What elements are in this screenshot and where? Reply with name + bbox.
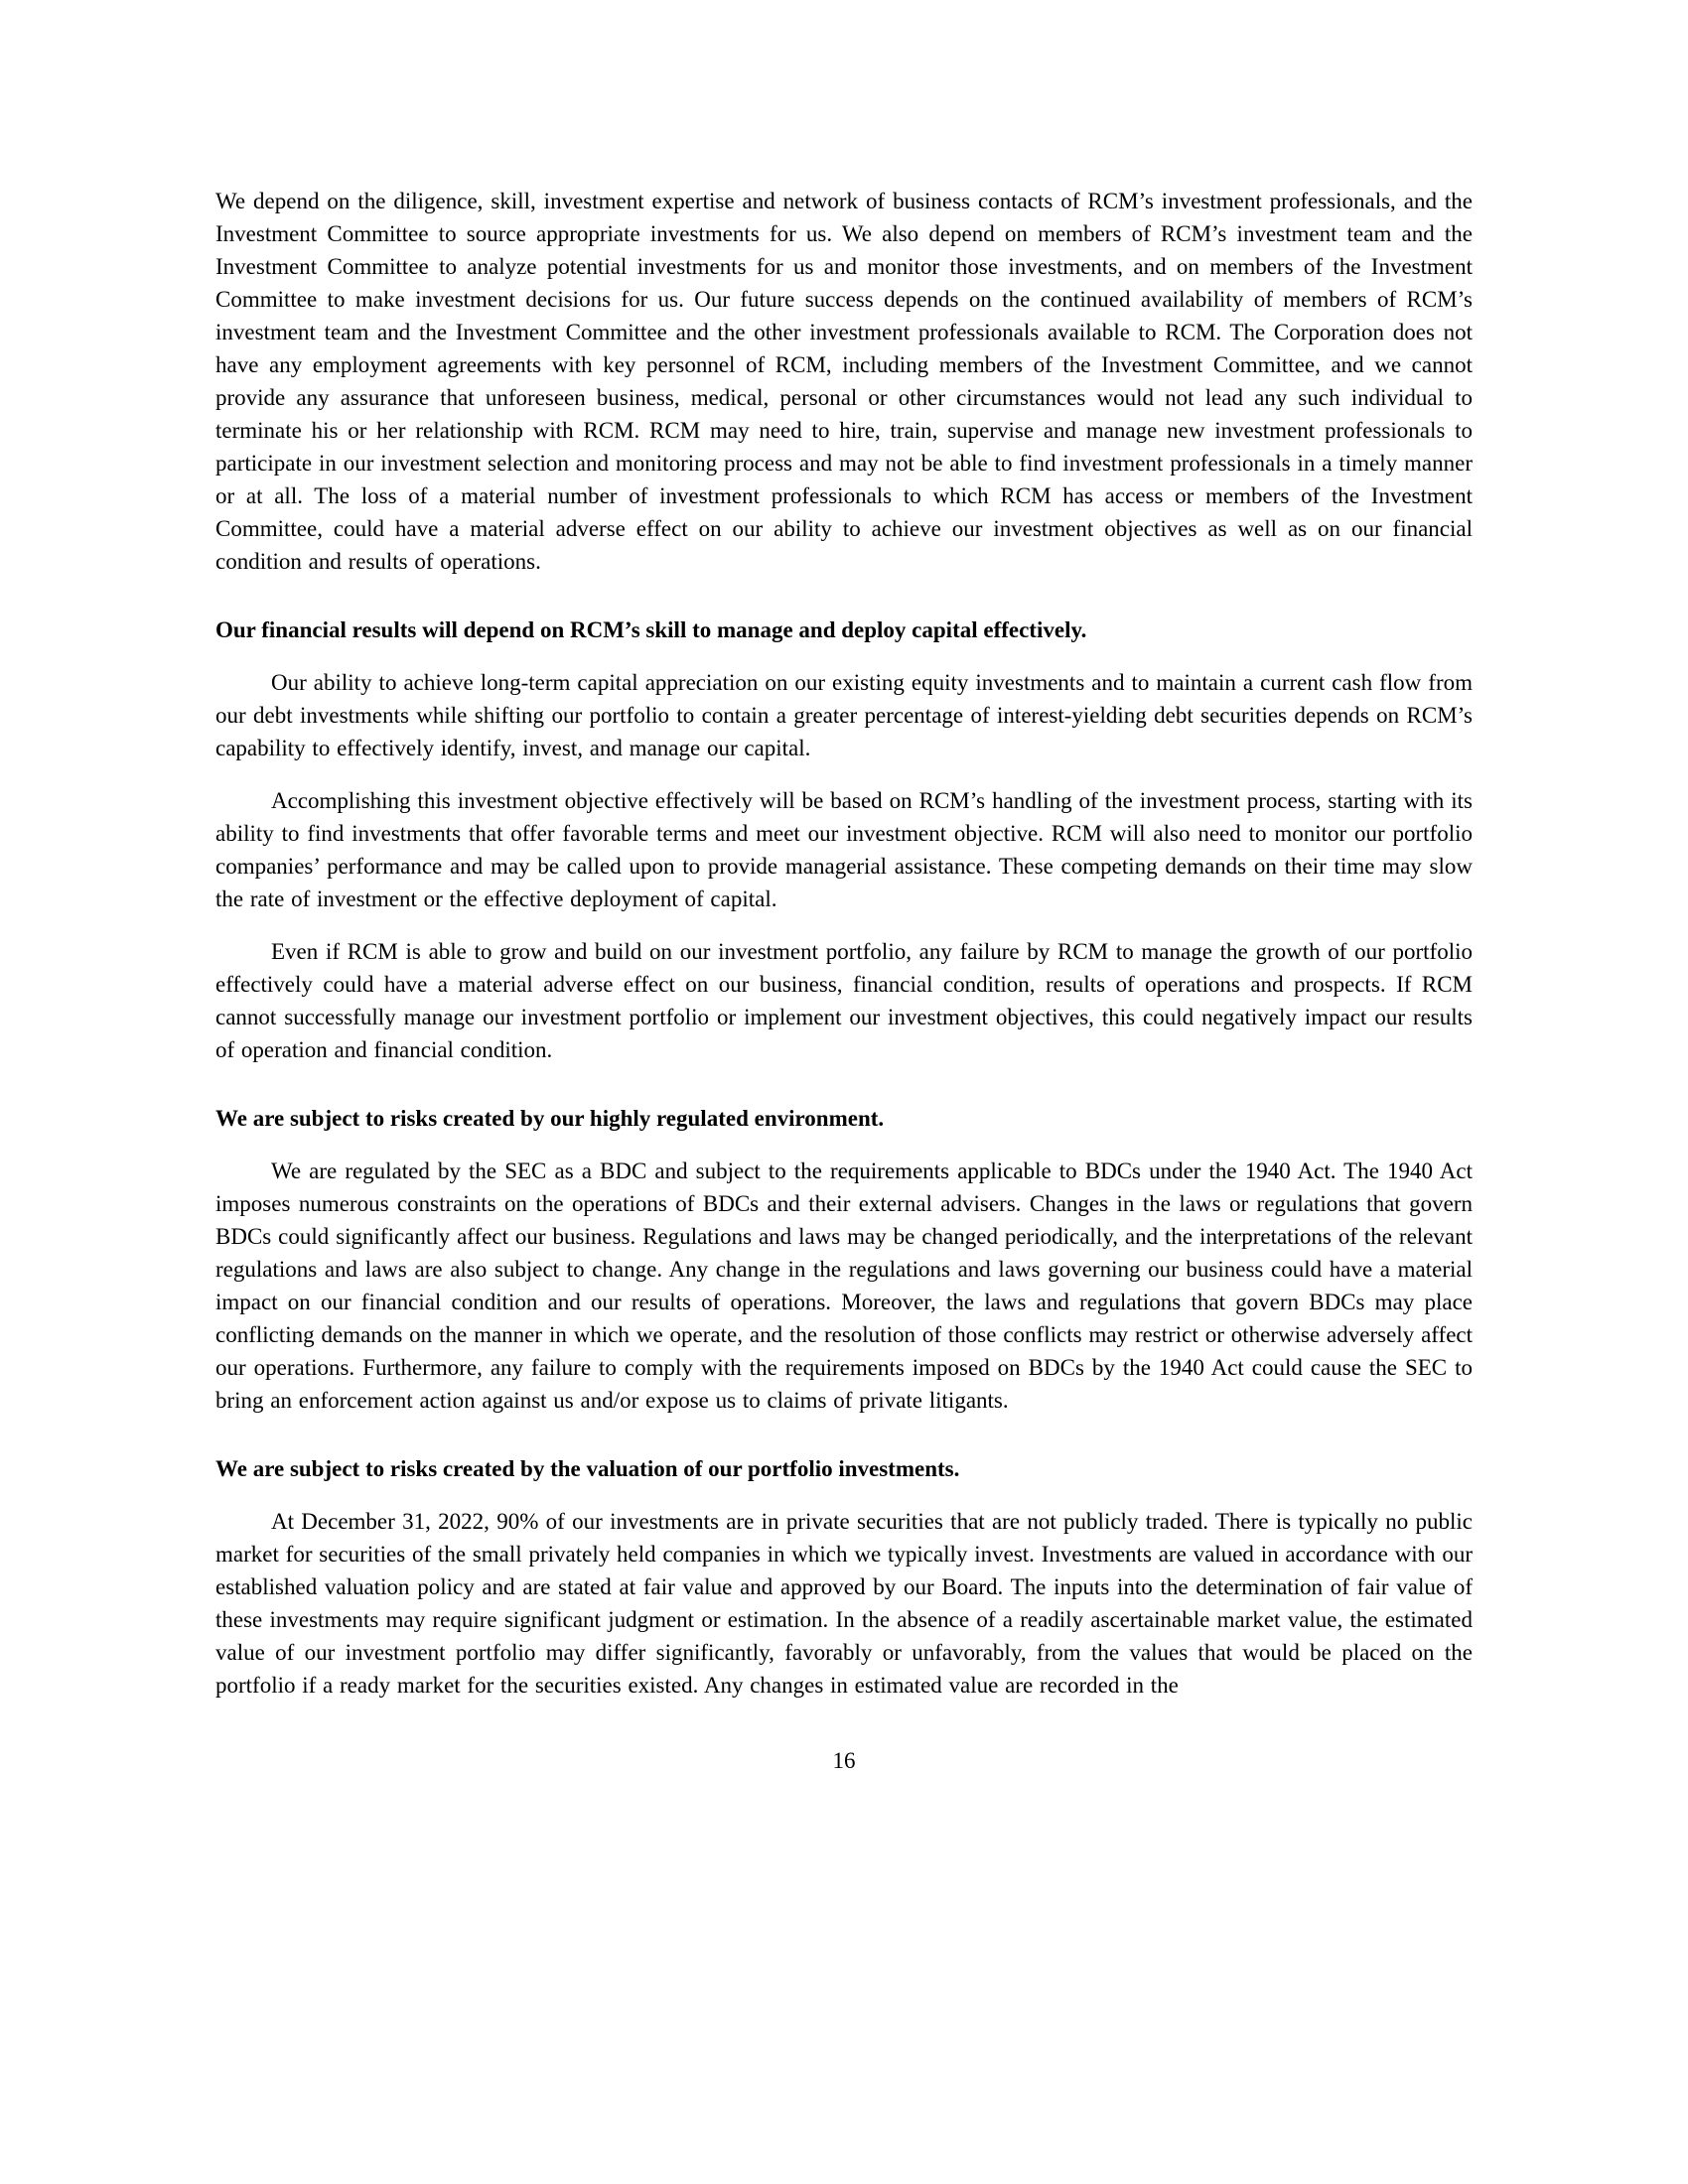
paragraph-portfolio-growth: Even if RCM is able to grow and build on our investment portfolio, any failure by RCM to manage the growth of our portfolio effectively could have a material adverse effect on our business, financial condition, results of operations and prospects. If RCM cannot successfully manage our investment portfolio or implement our investment objectives, this could negatively impact our results of operation and financial condition. xyxy=(215,939,1473,1062)
section-heading-valuation-risk: We are subject to risks created by the valuation of our portfolio investments. xyxy=(215,1456,960,1481)
paragraph-sec-bdc-regulation: We are regulated by the SEC as a BDC and subject to the requirements applicable to BDCs under the 1940 Act. The 1940 Act imposes numerous constraints on the operations of BDCs and their external advisers. Changes in the laws or regulations that govern BDCs could significantly affect our business. Regulations and laws may be changed periodically, and the interpretations of the relevant regulations and laws are also subject to change. Any change in the regulations and laws governing our business could have a material impact on our financial condition and our results of operations. Moreover, the laws and regulations that govern BDCs may place conflicting demands on the manner in which we operate, and the resolution of those conflicts may restrict or otherwise adversely affect our operations. Furthermore, any failure to comply with the requirements imposed on BDCs by the 1940 Act could cause the SEC to bring an enforcement action against us and/or expose us to claims of private litigants. xyxy=(215,1159,1473,1413)
paragraph-investment-objective: Accomplishing this investment objective effectively will be based on RCM’s handling of the investment process, starting with its ability to find investments that offer favorable terms and meet our investment objective. RCM will also need to monitor our portfolio companies’ performance and may be called upon to provide managerial assistance. These competing demands on their time may slow the rate of investment or the effective deployment of capital. xyxy=(215,788,1473,911)
paragraph-portfolio-valuation: At December 31, 2022, 90% of our investments are in private securities that are not publicly traded. There is typically no public market for securities of the small privately held companies in which we typically invest. Investments are valued in accordance with our established valuation policy and are stated at fair value and approved by our Board. The inputs into the determination of fair value of these investments may require significant judgment or estimation. In the absence of a readily ascertainable market value, the estimated value of our investment portfolio may differ significantly, favorably or unfavorably, from the values that would be placed on the portfolio if a ready market for the securities existed. Any changes in estimated value are recorded in the xyxy=(215,1509,1473,1698)
paragraph-capital-appreciation: Our ability to achieve long-term capital appreciation on our existing equity investments and to maintain a current cash flow from our debt investments while shifting our portfolio to contain a greater percentage of interest-yielding debt securities depends on RCM’s capability to effectively identify, invest, and manage our capital. xyxy=(215,670,1473,760)
section-heading-regulated-environment: We are subject to risks created by our highly regulated environment. xyxy=(215,1106,885,1131)
page-number-label: 16 xyxy=(832,1748,856,1773)
section-heading-financial-results: Our financial results will depend on RCM’s skill to manage and deploy capital effectively. xyxy=(215,617,1087,642)
document-page xyxy=(215,185,1473,1777)
paragraph-key-personnel-risk: We depend on the diligence, skill, investment expertise and network of business contacts of RCM’s investment professionals, and the Investment Committee to source appropriate investments for us. We also depend on members of RCM’s investment team and the Investment Committee to analyze potential investments for us and monitor those investments, and on members of the Investment Committee to make investment decisions for us. Our future success depends on the continued availability of members of RCM’s investment team and the Investment Committee and the other investment professionals available to RCM. The Corporation does not have any employment agreements with key personnel of RCM, including members of the Investment Committee, and we cannot provide any assurance that unforeseen business, medical, personal or other circumstances would not lead any such individual to terminate his or her relationship with RCM. RCM may need to hire, train, supervise and manage new investment professionals to participate in our investment selection and monitoring process and may not be able to find investment professionals in a timely manner or at all. The loss of a material number of investment professionals to which RCM has access or members of the Investment Committee, could have a material adverse effect on our ability to achieve our investment objectives as well as on our financial condition and results of operations. xyxy=(215,189,1473,574)
